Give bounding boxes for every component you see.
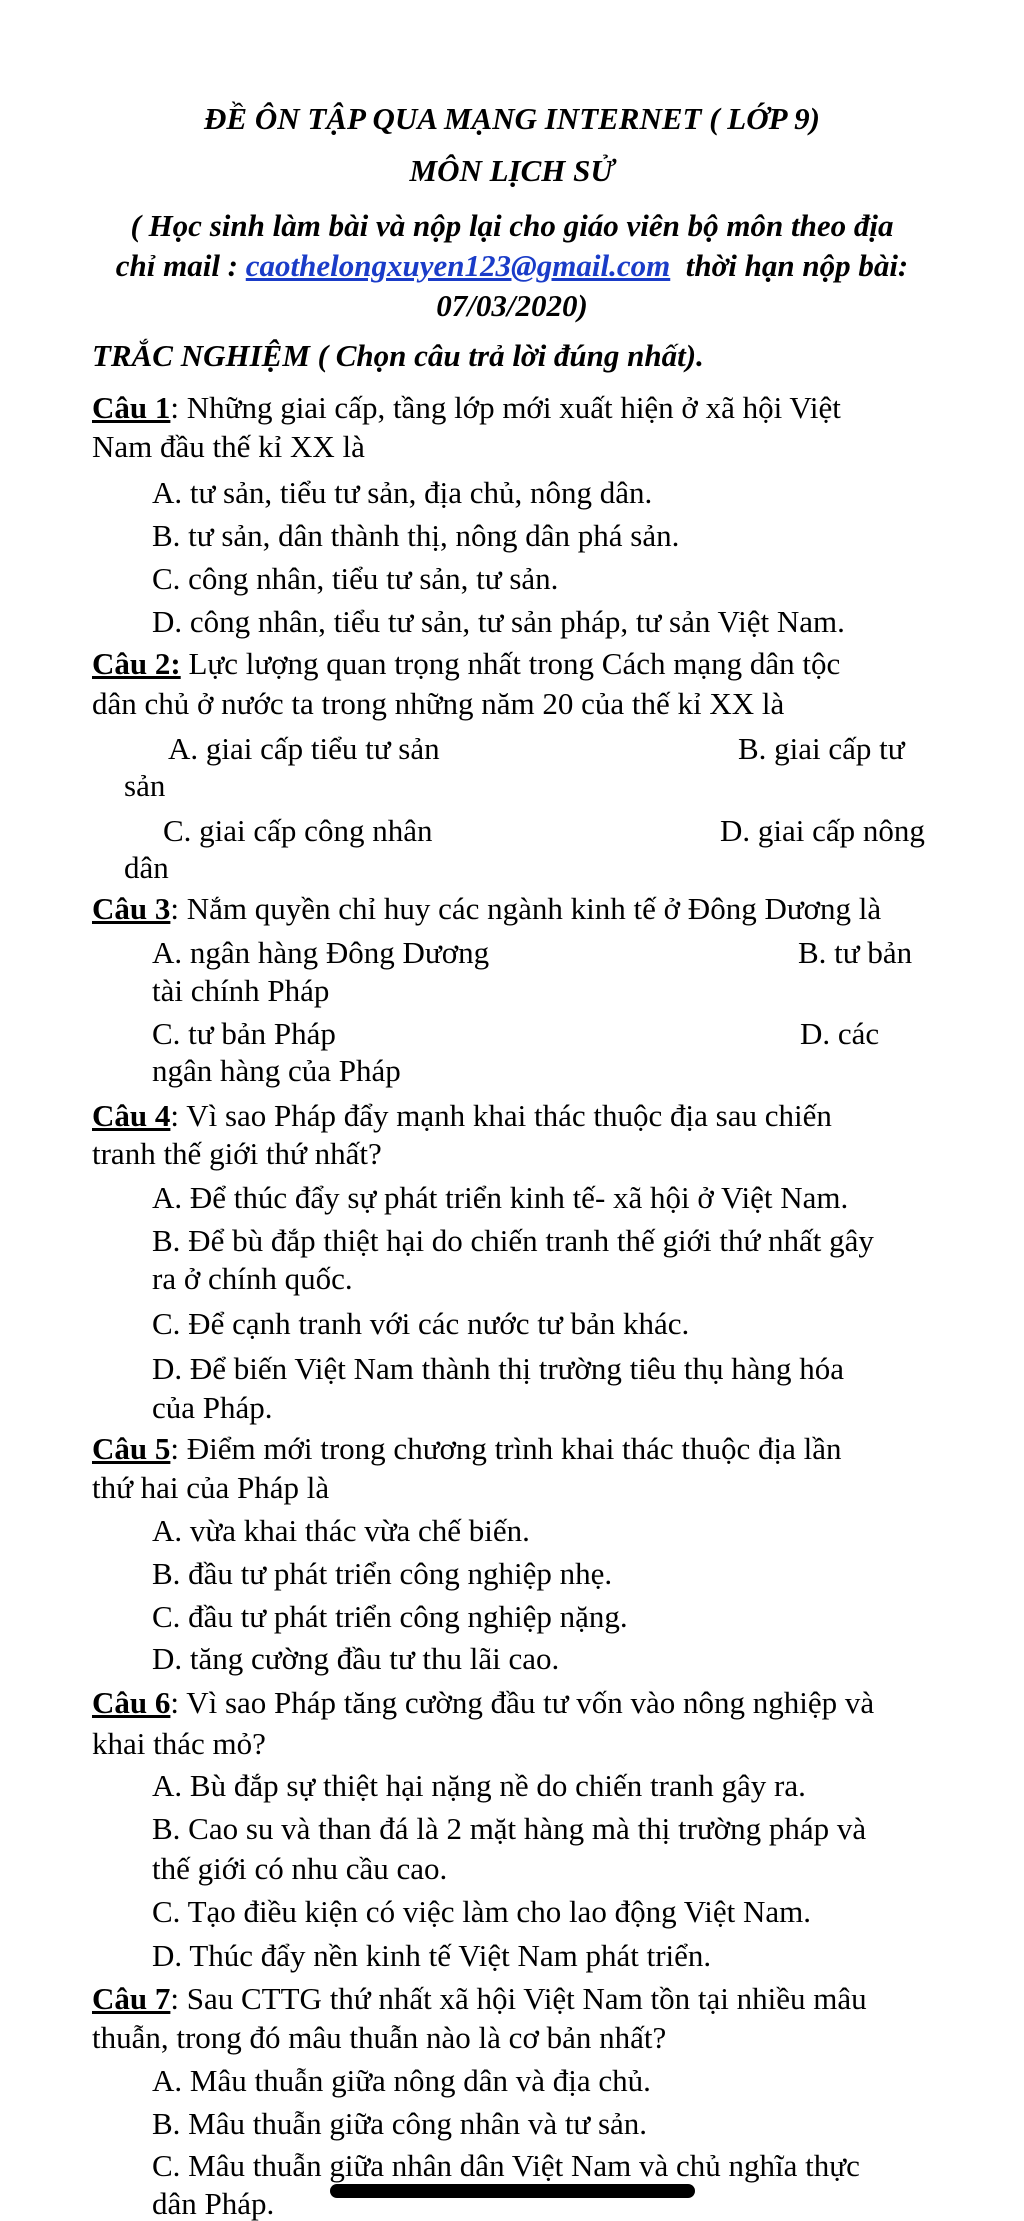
- option-c: C. công nhân, tiểu tư sản, tư sản.: [152, 561, 559, 596]
- section-title: TRẮC NGHIỆM ( Chọn câu trả lời đúng nhất).: [92, 338, 704, 373]
- option-d-cont: của Pháp.: [152, 1390, 273, 1425]
- option-a: A. Bù đắp sự thiệt hại nặng nề do chiến tranh gây ra.: [152, 1768, 806, 1803]
- option-b-cont: thế giới có nhu cầu cao.: [152, 1851, 448, 1886]
- option-a: A. ngân hàng Đông Dương: [152, 935, 490, 970]
- option-d: D. công nhân, tiểu tư sản, tư sản pháp, tư sản Việt Nam.: [152, 604, 845, 639]
- question-label: Câu 4: [92, 1098, 171, 1133]
- question-text: : Điểm mới trong chương trình khai thác thuộc địa lần: [170, 1431, 842, 1466]
- option-b-cont: sản: [124, 768, 166, 803]
- question-text: : Vì sao Pháp đẩy mạnh khai thác thuộc địa sau chiến: [170, 1098, 832, 1133]
- question-7: [92, 1983, 867, 2014]
- question-text: : Những giai cấp, tầng lớp mới xuất hiện ở xã hội Việt: [170, 390, 841, 425]
- question-text: : Vì sao Pháp tăng cường đầu tư vốn vào nông nghiệp và: [170, 1685, 875, 1720]
- page-title: ĐỀ ÔN TẬP QUA MẠNG INTERNET ( LỚP 9): [204, 101, 820, 136]
- option-c: C. giai cấp công nhân: [163, 813, 433, 848]
- option-d-cont: ngân hàng của Pháp: [152, 1053, 401, 1088]
- question-2: [92, 648, 840, 679]
- option-d: D. tăng cường đầu tư thu lãi cao.: [152, 1641, 560, 1676]
- question-text-cont: thuẫn, trong đó mâu thuẫn nào là cơ bản nhất?: [92, 2020, 667, 2055]
- option-b: B. tư sản, dân thành thị, nông dân phá sản.: [152, 518, 680, 553]
- instruction-line-1: ( Học sinh làm bài và nộp lại cho giáo viên bộ môn theo địa: [130, 208, 894, 243]
- option-b-cont: tài chính Pháp: [152, 973, 330, 1008]
- question-label: Câu 7: [92, 1981, 171, 2016]
- option-d: D. các: [800, 1016, 880, 1051]
- question-label: Câu 5: [92, 1431, 171, 1466]
- question-text-cont: khai thác mỏ?: [92, 1726, 266, 1761]
- subject-title: MÔN LỊCH SỬ: [409, 153, 615, 188]
- option-c: C. tư bản Pháp: [152, 1016, 336, 1051]
- question-text-cont: dân chủ ở nước ta trong những năm 20 của thế kỉ XX là: [92, 686, 785, 721]
- question-text: : Nắm quyền chỉ huy các ngành kinh tế ở Đông Dương là: [170, 891, 882, 926]
- question-label: Câu 2:: [92, 646, 181, 681]
- question-label: Câu 1: [92, 390, 171, 425]
- question-6: [92, 1687, 874, 1718]
- option-c: C. Để cạnh tranh với các nước tư bản khác.: [152, 1306, 690, 1341]
- option-a: A. Mâu thuẫn giữa nông dân và địa chủ.: [152, 2063, 651, 2098]
- question-label: Câu 6: [92, 1685, 171, 1720]
- option-c: C. đầu tư phát triển công nghiệp nặng.: [152, 1599, 628, 1634]
- question-text: Lực lượng quan trọng nhất trong Cách mạng dân tộc: [180, 646, 841, 681]
- question-4: [92, 1100, 832, 1131]
- option-a: A. Để thúc đẩy sự phát triển kinh tế- xã hội ở Việt Nam.: [152, 1180, 849, 1215]
- option-b: B. Để bù đắp thiệt hại do chiến tranh thế giới thứ nhất gây: [152, 1223, 874, 1258]
- question-text-cont: Nam đầu thế kỉ XX là: [92, 429, 365, 464]
- email-link[interactable]: caothelongxuyen123@gmail.com: [245, 248, 671, 283]
- question-text-cont: tranh thế giới thứ nhất?: [92, 1136, 382, 1171]
- option-c-cont: dân Pháp.: [152, 2186, 275, 2221]
- option-d: D. Thúc đẩy nền kinh tế Việt Nam phát triển.: [152, 1938, 712, 1973]
- option-b: B. Cao su và than đá là 2 mặt hàng mà thị trường pháp và: [152, 1811, 867, 1846]
- option-a: A. vừa khai thác vừa chế biến.: [152, 1513, 530, 1548]
- question-1: [92, 392, 841, 423]
- option-d-cont: dân: [124, 850, 169, 885]
- question-label: Câu 3: [92, 891, 171, 926]
- question-text-cont: thứ hai của Pháp là: [92, 1470, 330, 1505]
- instruction-prefix: chỉ mail :: [115, 248, 246, 283]
- option-d: D. Để biến Việt Nam thành thị trường tiêu thụ hàng hóa: [152, 1351, 844, 1386]
- deadline: 07/03/2020): [436, 288, 588, 323]
- option-b: B. đầu tư phát triển công nghiệp nhẹ.: [152, 1556, 613, 1591]
- option-b-cont: ra ở chính quốc.: [152, 1261, 353, 1296]
- home-indicator-bar[interactable]: [330, 2184, 695, 2198]
- question-3: [92, 893, 881, 924]
- question-text: : Sau CTTG thứ nhất xã hội Việt Nam tồn tại nhiều mâu: [170, 1981, 867, 2016]
- option-a: A. tư sản, tiểu tư sản, địa chủ, nông dân.: [152, 475, 653, 510]
- option-b: B. tư bản: [798, 935, 913, 970]
- option-d: D. giai cấp nông: [720, 813, 925, 848]
- option-c: C. Tạo điều kiện có việc làm cho lao động Việt Nam.: [152, 1894, 812, 1929]
- option-b: B. Mâu thuẫn giữa công nhân và tư sản.: [152, 2106, 648, 2141]
- instruction-line-2: [0, 250, 1024, 281]
- option-b: B. giai cấp tư: [738, 731, 905, 766]
- instruction-suffix: thời hạn nộp bài:: [685, 248, 909, 283]
- option-a: A. giai cấp tiểu tư sản: [168, 731, 440, 766]
- option-c: C. Mâu thuẫn giữa nhân dân Việt Nam và chủ nghĩa thực: [152, 2148, 860, 2183]
- question-5: [92, 1433, 842, 1464]
